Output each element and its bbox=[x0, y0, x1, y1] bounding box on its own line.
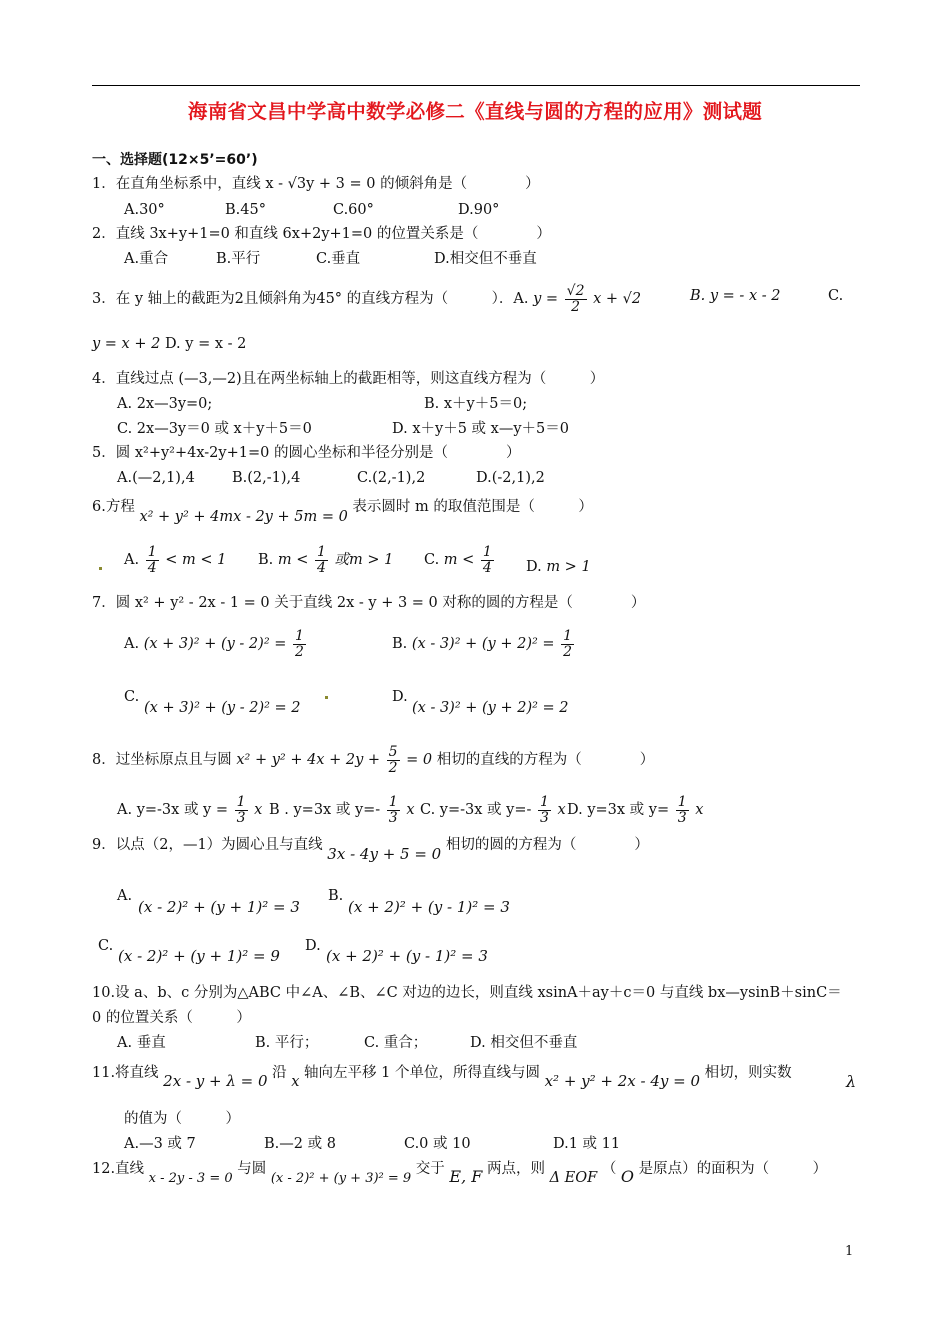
q8-text-b: 相切的直线的方程为（ ） bbox=[436, 752, 655, 769]
q9-option-b-label: B. bbox=[328, 888, 344, 904]
q11-lambda: λ bbox=[846, 1072, 857, 1091]
q6-option-a-label: A. bbox=[124, 552, 140, 569]
q8-equation: x² + y² + 4x + 2y + bbox=[236, 752, 381, 769]
q7-b-fraction bbox=[561, 629, 574, 659]
q6-b-num: 1 bbox=[317, 544, 326, 560]
q2-option-b: B.平行 bbox=[216, 251, 261, 267]
q7-option-c: (x + 3)² + (y - 2)² = 2 bbox=[144, 700, 301, 716]
q8-c-fraction bbox=[538, 795, 551, 825]
q8-c-den: 3 bbox=[540, 809, 549, 826]
q5-stem: 5．圆 x²+y²+4x-2y+1=0 的圆心坐标和半径分别是（ ） bbox=[92, 445, 521, 461]
q4-option-a: A. 2x—3y=0; bbox=[117, 396, 213, 412]
q8-a-text: A. y=-3x 或 y = bbox=[117, 802, 229, 819]
header-rule bbox=[92, 85, 860, 86]
q7-a-fraction bbox=[293, 629, 306, 659]
q1-stem: 1．在直角坐标系中，直线 x - √3y + 3 = 0 的倾斜角是（ ） bbox=[92, 176, 540, 192]
q6-c-den: 4 bbox=[482, 559, 492, 576]
q12-stem bbox=[92, 1158, 828, 1186]
q6-a-num: 1 bbox=[147, 544, 157, 560]
q8-d-den: 3 bbox=[677, 809, 687, 826]
q6-option-c bbox=[424, 545, 496, 575]
q9-option-c: (x - 2)² + (y + 1)² = 9 bbox=[118, 947, 280, 965]
q12-line-equation: x - 2y - 3 = 0 bbox=[148, 1171, 233, 1186]
q8-a-num: 1 bbox=[236, 794, 246, 810]
q8-stem bbox=[92, 745, 654, 775]
q6-b-expr-post: 或m > 1 bbox=[334, 552, 394, 569]
q9-option-a: (x - 2)² + (y + 1)² = 3 bbox=[138, 898, 300, 916]
q3-option-b: B. y = - x - 2 bbox=[690, 288, 781, 304]
q1-option-d: D.90° bbox=[458, 202, 500, 218]
q11-option-c: C.0 或 10 bbox=[404, 1136, 471, 1152]
q1-option-b: B.45° bbox=[225, 202, 266, 218]
q10-option-c: C. 重合； bbox=[364, 1035, 428, 1051]
q8-a-fraction bbox=[235, 795, 248, 825]
page-title: 海南省文昌中学高中数学必修二《直线与圆的方程的应用》测试题 bbox=[187, 100, 763, 123]
q6-a-fraction bbox=[146, 545, 159, 575]
q8-c-num: 1 bbox=[540, 794, 549, 810]
q1-option-a: A.30° bbox=[124, 202, 165, 218]
q11-stem bbox=[92, 1062, 792, 1090]
q8-b-text: B . y=3x 或 y=- bbox=[269, 802, 381, 819]
q8-d-num: 1 bbox=[677, 794, 687, 810]
stray-mark bbox=[99, 567, 102, 570]
q11-text-c: 轴向左平移 1 个单位，所得直线与圆 bbox=[304, 1065, 540, 1081]
q4-option-b: B. x＋y＋5＝0; bbox=[424, 396, 528, 412]
q12-text-d: 两点，则 bbox=[486, 1161, 545, 1177]
q9-option-d: (x + 2)² + (y - 1)² = 3 bbox=[326, 947, 488, 965]
q7-option-d-label: D. bbox=[392, 689, 408, 705]
q7-option-a bbox=[124, 629, 308, 659]
q6-d-expr: m > 1 bbox=[546, 559, 591, 575]
q6-b-fraction bbox=[315, 545, 328, 575]
q10-stem-line2: 0 的位置关系（ ） bbox=[92, 1010, 251, 1026]
q7-a-expr: (x + 3)² + (y - 2)² = bbox=[143, 636, 287, 653]
q8-option-b bbox=[269, 795, 415, 825]
q12-text-a: 12.直线 bbox=[92, 1161, 145, 1177]
q11-text-a: 11.将直线 bbox=[92, 1065, 159, 1081]
q8-d-fraction bbox=[676, 795, 689, 825]
q11-stem-line2: 的值为（ ） bbox=[124, 1111, 240, 1127]
q11-axis: x bbox=[291, 1074, 300, 1090]
q3-option-a-tail: x + √2 bbox=[593, 291, 642, 308]
q7-option-b-label: B. bbox=[392, 636, 408, 653]
q5-option-b: B.(2,-1),4 bbox=[232, 470, 301, 486]
q7-b-expr: (x - 3)² + (y + 2)² = bbox=[411, 636, 555, 653]
q7-option-b bbox=[392, 629, 576, 659]
q8-c-tail: x bbox=[557, 802, 566, 819]
q4-option-d: D. x＋y＋5 或 x—y＋5＝0 bbox=[392, 421, 569, 437]
q3-option-c-label: C. bbox=[828, 288, 844, 304]
q7-option-d: (x - 3)² + (y + 2)² = 2 bbox=[412, 700, 569, 716]
q1-option-c: C.60° bbox=[333, 202, 374, 218]
q4-stem: 4．直线过点 (—3,—2)且在两坐标轴上的截距相等，则这直线方程为（ ） bbox=[92, 371, 605, 387]
q12-circle-equation: (x - 2)² + (y + 3)² = 9 bbox=[270, 1171, 412, 1186]
q9-text-a: 9．以点（2，—1）为圆心且与直线 bbox=[92, 837, 323, 853]
q8-a-den: 3 bbox=[236, 809, 246, 826]
q6-text-a: 6.方程 bbox=[92, 499, 135, 515]
q7-option-a-label: A. bbox=[124, 636, 140, 653]
q9-text-b: 相切的圆的方程为（ ） bbox=[445, 837, 649, 853]
q6-c-expr: m < bbox=[443, 552, 475, 569]
q8-c-text: C. y=-3x 或 y=- bbox=[420, 802, 532, 819]
q12-paren: （ bbox=[601, 1161, 617, 1177]
q2-option-a: A.重合 bbox=[124, 251, 169, 267]
q2-option-d: D.相交但不垂直 bbox=[434, 251, 537, 267]
q10-option-a: A. 垂直 bbox=[117, 1035, 166, 1051]
q8-equation-tail: = 0 bbox=[406, 752, 433, 769]
q3-option-d: D. y = x - 2 bbox=[164, 336, 247, 352]
q12-text-b: 与圆 bbox=[237, 1161, 267, 1177]
q8-d-tail: x bbox=[695, 802, 704, 819]
q6-option-b-label: B. bbox=[258, 552, 274, 569]
q8-a-tail: x bbox=[254, 802, 263, 819]
q10-option-d: D. 相交但不垂直 bbox=[470, 1035, 578, 1051]
page-number: 1 bbox=[845, 1244, 854, 1259]
q11-text-d: 相切，则实数 bbox=[704, 1065, 792, 1081]
q2-option-c: C.垂直 bbox=[316, 251, 361, 267]
q12-triangle: Δ EOF bbox=[549, 1170, 598, 1186]
q6-stem bbox=[92, 497, 593, 525]
q7-b-num: 1 bbox=[563, 628, 573, 644]
q12-points: E, F bbox=[449, 1167, 483, 1186]
q3-option-c: y = x + 2 bbox=[92, 336, 161, 352]
q7-a-num: 1 bbox=[295, 628, 304, 644]
q6-option-b bbox=[258, 545, 393, 575]
q7-b-den: 2 bbox=[563, 643, 573, 660]
q6-option-d bbox=[526, 557, 591, 577]
q6-option-c-label: C. bbox=[424, 552, 440, 569]
q8-option-c bbox=[420, 795, 566, 825]
q6-c-fraction bbox=[481, 545, 494, 575]
q7-option-c-label: C. bbox=[124, 689, 140, 705]
q11-text-b: 沿 bbox=[272, 1065, 287, 1081]
q8-frac-den: 2 bbox=[388, 759, 398, 776]
q11-circle-equation: x² + y² + 2x - 4y = 0 bbox=[544, 1072, 701, 1090]
q11-option-a: A.—3 或 7 bbox=[124, 1136, 196, 1152]
q12-text-e: 是原点）的面积为（ ） bbox=[638, 1161, 828, 1177]
q8-text-a: 8．过坐标原点且与圆 bbox=[92, 752, 232, 769]
q7-stem: 7．圆 x² + y² - 2x - 1 = 0 关于直线 2x - y + 3 = 0 对称的圆的方程是（ ） bbox=[92, 595, 646, 611]
q9-option-d-label: D. bbox=[305, 938, 321, 954]
q11-option-b: B.—2 或 8 bbox=[264, 1136, 336, 1152]
q9-option-a-label: A. bbox=[117, 888, 133, 904]
q8-b-den: 3 bbox=[388, 809, 398, 826]
q6-equation: x² + y² + 4mx - 2y + 5m = 0 bbox=[139, 509, 348, 525]
q5-option-a: A.(—2,1),4 bbox=[117, 470, 195, 486]
q6-c-num: 1 bbox=[482, 544, 492, 560]
q8-frac-num: 5 bbox=[388, 744, 398, 760]
q6-b-expr-pre: m < bbox=[277, 552, 309, 569]
q8-d-text: D. y=3x 或 y= bbox=[567, 802, 670, 819]
q3-option-a-lhs: y = bbox=[533, 291, 559, 308]
q9-equation: 3x - 4y + 5 = 0 bbox=[327, 845, 442, 863]
q3-frac-den: 2 bbox=[571, 298, 581, 315]
q11-line-equation: 2x - y + λ = 0 bbox=[163, 1072, 268, 1090]
q3-text: 3．在 y 轴上的截距为2且倾斜角为45° 的直线方程为（ ）．A. bbox=[92, 291, 529, 308]
section-heading: 一、选择题(12×5’=60’) bbox=[92, 152, 258, 168]
q9-stem bbox=[92, 834, 649, 863]
q8-option-a bbox=[117, 795, 262, 825]
q3-frac-num: √2 bbox=[566, 283, 585, 299]
q12-text-c: 交于 bbox=[415, 1161, 445, 1177]
q8-b-tail: x bbox=[406, 802, 415, 819]
q3-line2 bbox=[92, 334, 246, 354]
q7-a-den: 2 bbox=[295, 643, 304, 660]
q3-stem bbox=[92, 284, 641, 314]
q2-stem: 2．直线 3x+y+1=0 和直线 6x+2y+1=0 的位置关系是（ ） bbox=[92, 226, 551, 242]
q6-option-a bbox=[124, 545, 226, 575]
q8-b-fraction bbox=[387, 795, 400, 825]
q10-stem-line1: 10.设 a、b、c 分别为△ABC 中∠A、∠B、∠C 对边的边长，则直线 xsinA＋ay＋c＝0 与直线 bx—ysinB＋sinC＝ bbox=[92, 985, 842, 1001]
q6-b-den: 4 bbox=[317, 559, 326, 576]
q6-a-expr: < m < 1 bbox=[165, 552, 227, 569]
q5-option-d: D.(-2,1),2 bbox=[476, 470, 545, 486]
q5-option-c: C.(2,-1),2 bbox=[357, 470, 426, 486]
q10-option-b: B. 平行； bbox=[255, 1035, 319, 1051]
q4-option-c: C. 2x—3y＝0 或 x＋y＋5＝0 bbox=[117, 421, 312, 437]
q6-text-b: 表示圆时 m 的取值范围是（ ） bbox=[352, 499, 593, 515]
q6-a-den: 4 bbox=[147, 559, 157, 576]
q8-fraction bbox=[387, 745, 400, 775]
q8-b-num: 1 bbox=[388, 794, 398, 810]
q11-option-d: D.1 或 11 bbox=[553, 1136, 621, 1152]
q6-option-d-label: D. bbox=[526, 559, 542, 575]
stray-mark-2 bbox=[325, 696, 328, 699]
q9-option-c-label: C. bbox=[98, 938, 114, 954]
q3-option-a-fraction bbox=[565, 284, 587, 314]
q8-option-d bbox=[567, 795, 703, 825]
q12-origin: O bbox=[620, 1167, 635, 1186]
q9-option-b: (x + 2)² + (y - 1)² = 3 bbox=[348, 898, 510, 916]
